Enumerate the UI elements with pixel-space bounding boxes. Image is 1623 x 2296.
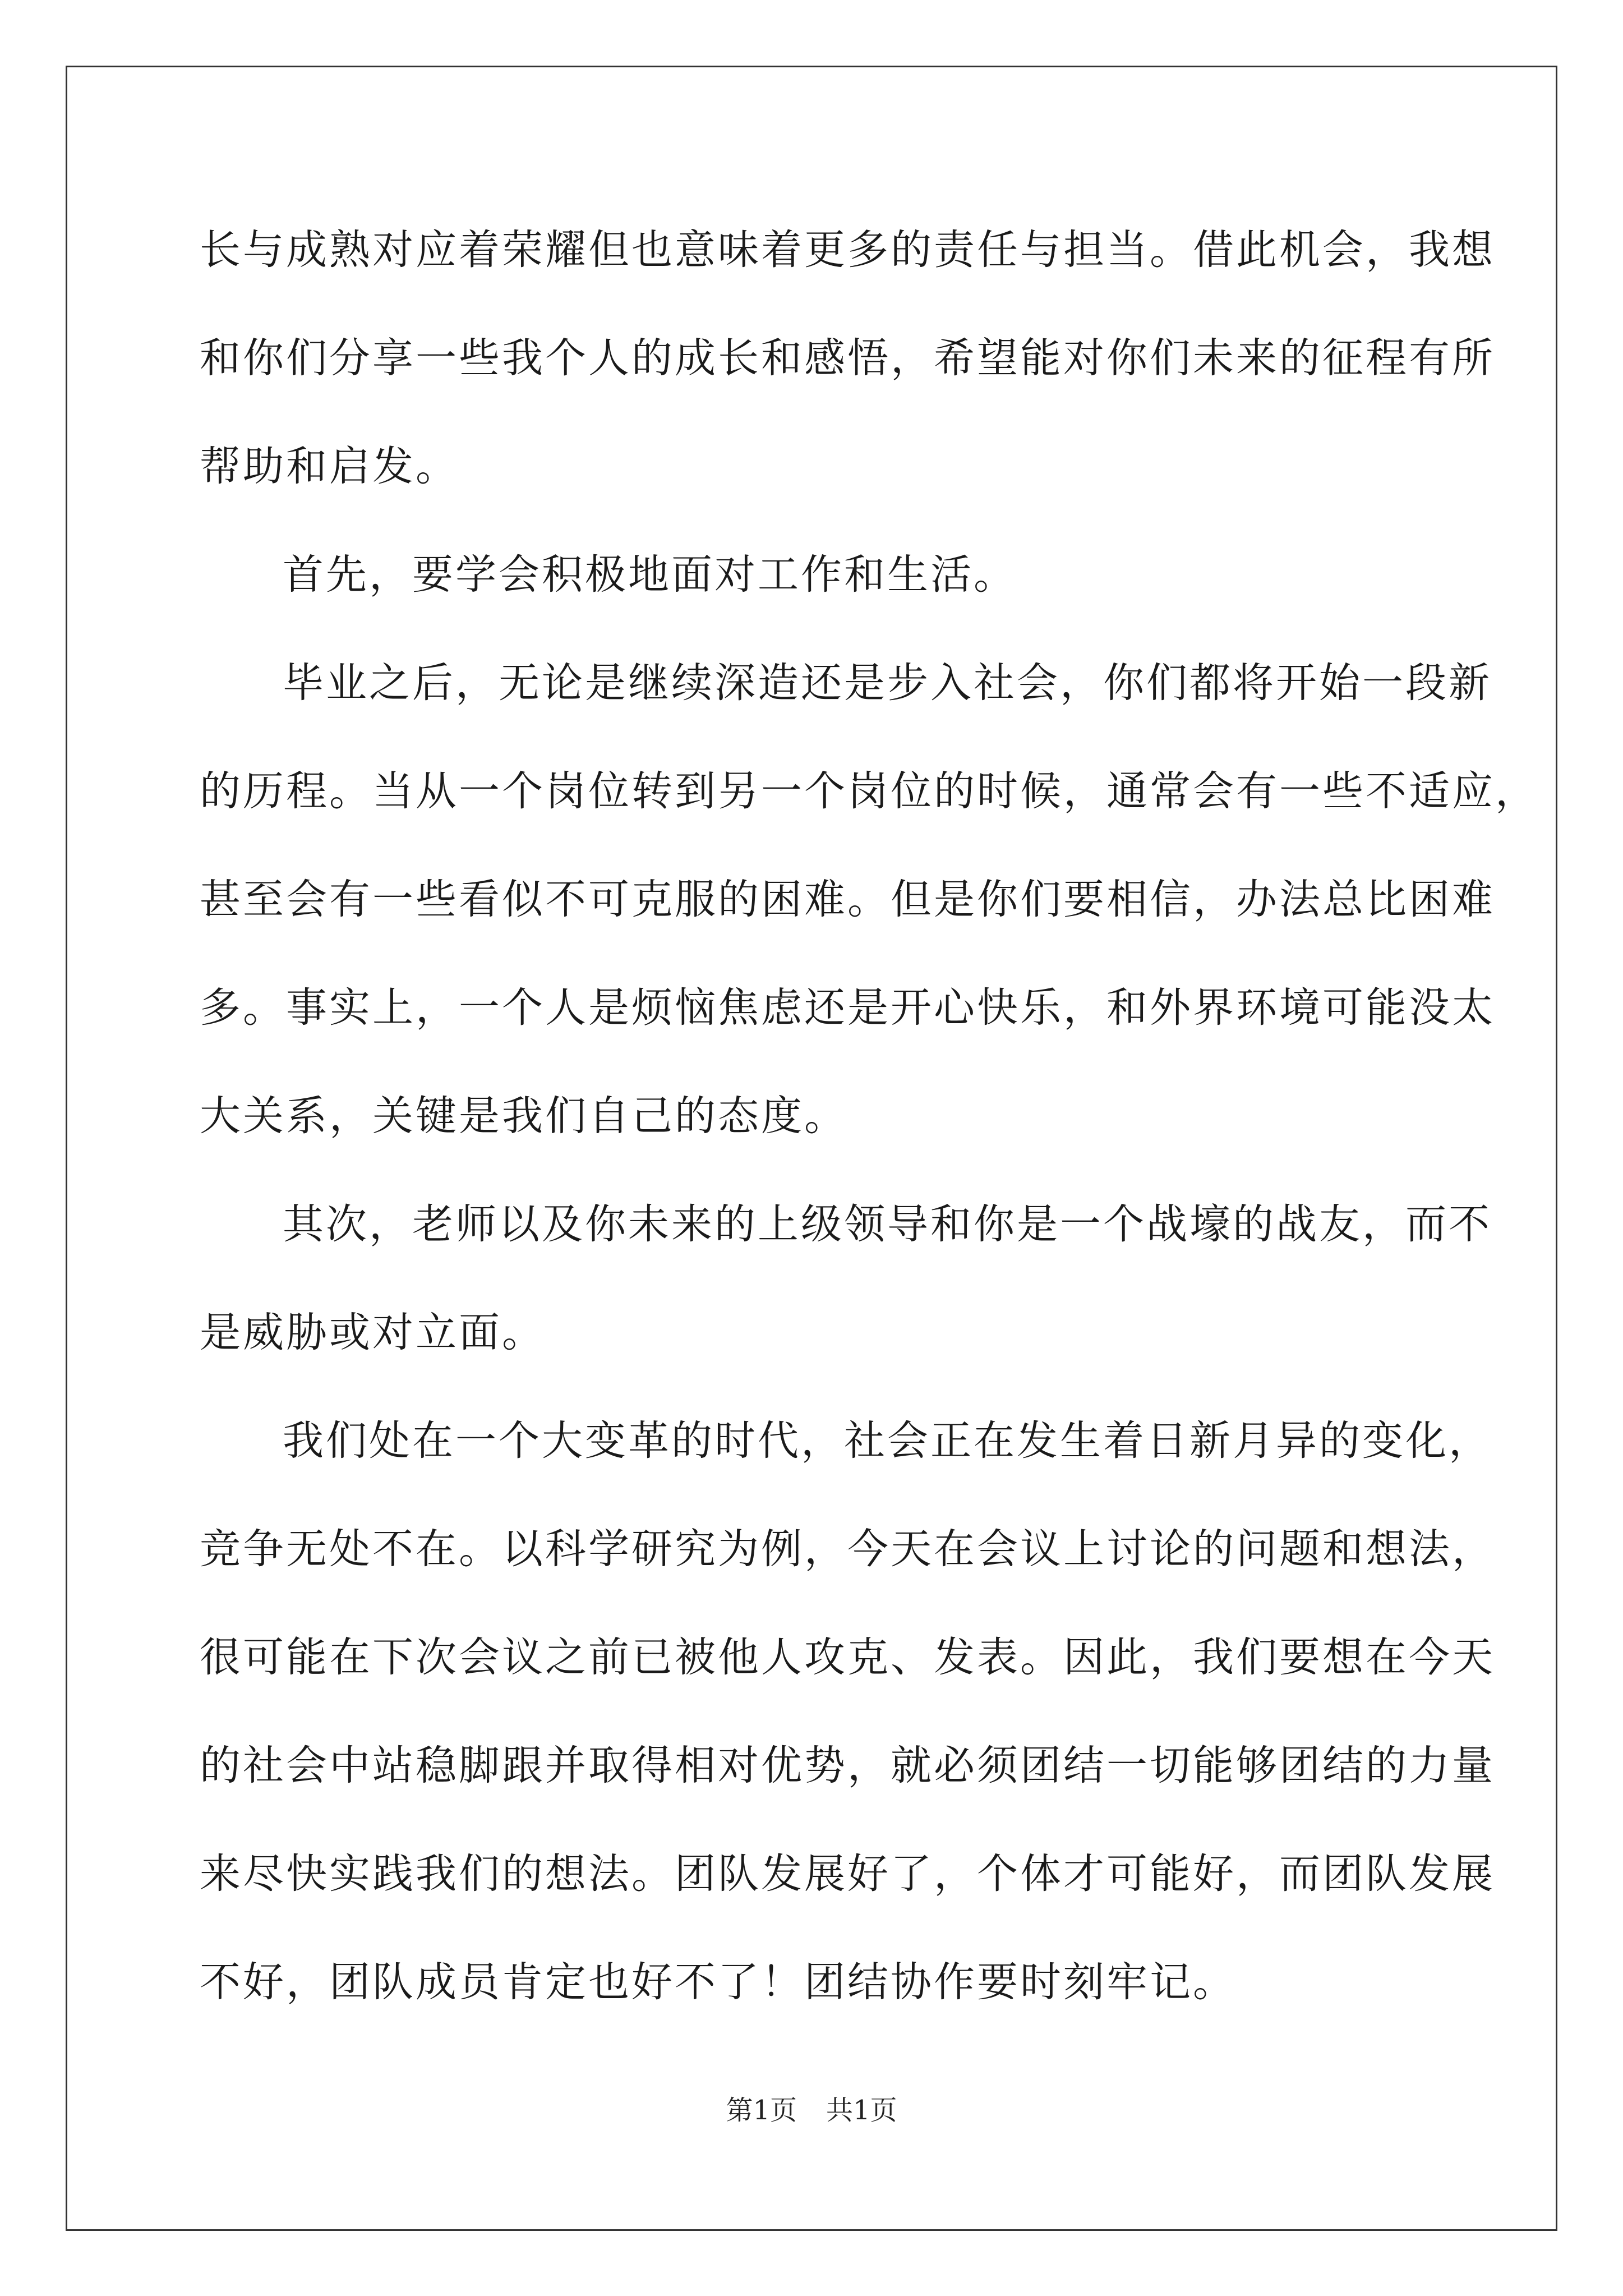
text-line: 竞争无处不在。以科学研究为例，今天在会议上讨论的问题和想法， xyxy=(200,1525,1495,1573)
page-total: 共1页 xyxy=(826,2095,897,2126)
text-line: 大关系，关键是我们自己的态度。 xyxy=(200,1092,847,1140)
text-line: 长与成熟对应着荣耀但也意味着更多的责任与担当。借此机会，我想 xyxy=(200,226,1495,274)
document-body xyxy=(200,196,1538,2036)
text-line: 和你们分享一些我个人的成长和感悟，希望能对你们未来的征程有所 xyxy=(200,334,1495,382)
text-line: 帮助和启发。 xyxy=(200,443,459,490)
text-line: 其次，老师以及你未来的上级领导和你是一个战壕的战友，而不 xyxy=(283,1200,1492,1248)
text-line: 是威胁或对立面。 xyxy=(200,1309,545,1356)
text-line: 毕业之后，无论是继续深造还是步入社会，你们都将开始一段新 xyxy=(283,659,1492,707)
text-line: 的历程。当从一个岗位转到另一个岗位的时候，通常会有一些不适应， xyxy=(200,767,1538,815)
page-footer xyxy=(0,2093,1623,2127)
text-line: 的社会中站稳脚跟并取得相对优势，就必须团结一切能够团结的力量 xyxy=(200,1742,1495,1789)
text-line: 不好，团队成员肯定也好不了！团结协作要时刻牢记。 xyxy=(200,1958,1236,2006)
text-line: 来尽快实践我们的想法。团队发展好了，个体才可能好，而团队发展 xyxy=(200,1850,1495,1898)
text-line: 很可能在下次会议之前已被他人攻克、发表。因此，我们要想在今天 xyxy=(200,1634,1495,1681)
text-line: 我们处在一个大变革的时代，社会正在发生着日新月异的变化， xyxy=(283,1417,1492,1465)
text-line: 多。事实上，一个人是烦恼焦虑还是开心快乐，和外界环境可能没太 xyxy=(200,984,1495,1032)
text-line: 首先，要学会积极地面对工作和生活。 xyxy=(283,551,1017,599)
text-line: 甚至会有一些看似不可克服的困难。但是你们要相信，办法总比困难 xyxy=(200,876,1495,923)
page-number: 第1页 xyxy=(726,2095,797,2126)
